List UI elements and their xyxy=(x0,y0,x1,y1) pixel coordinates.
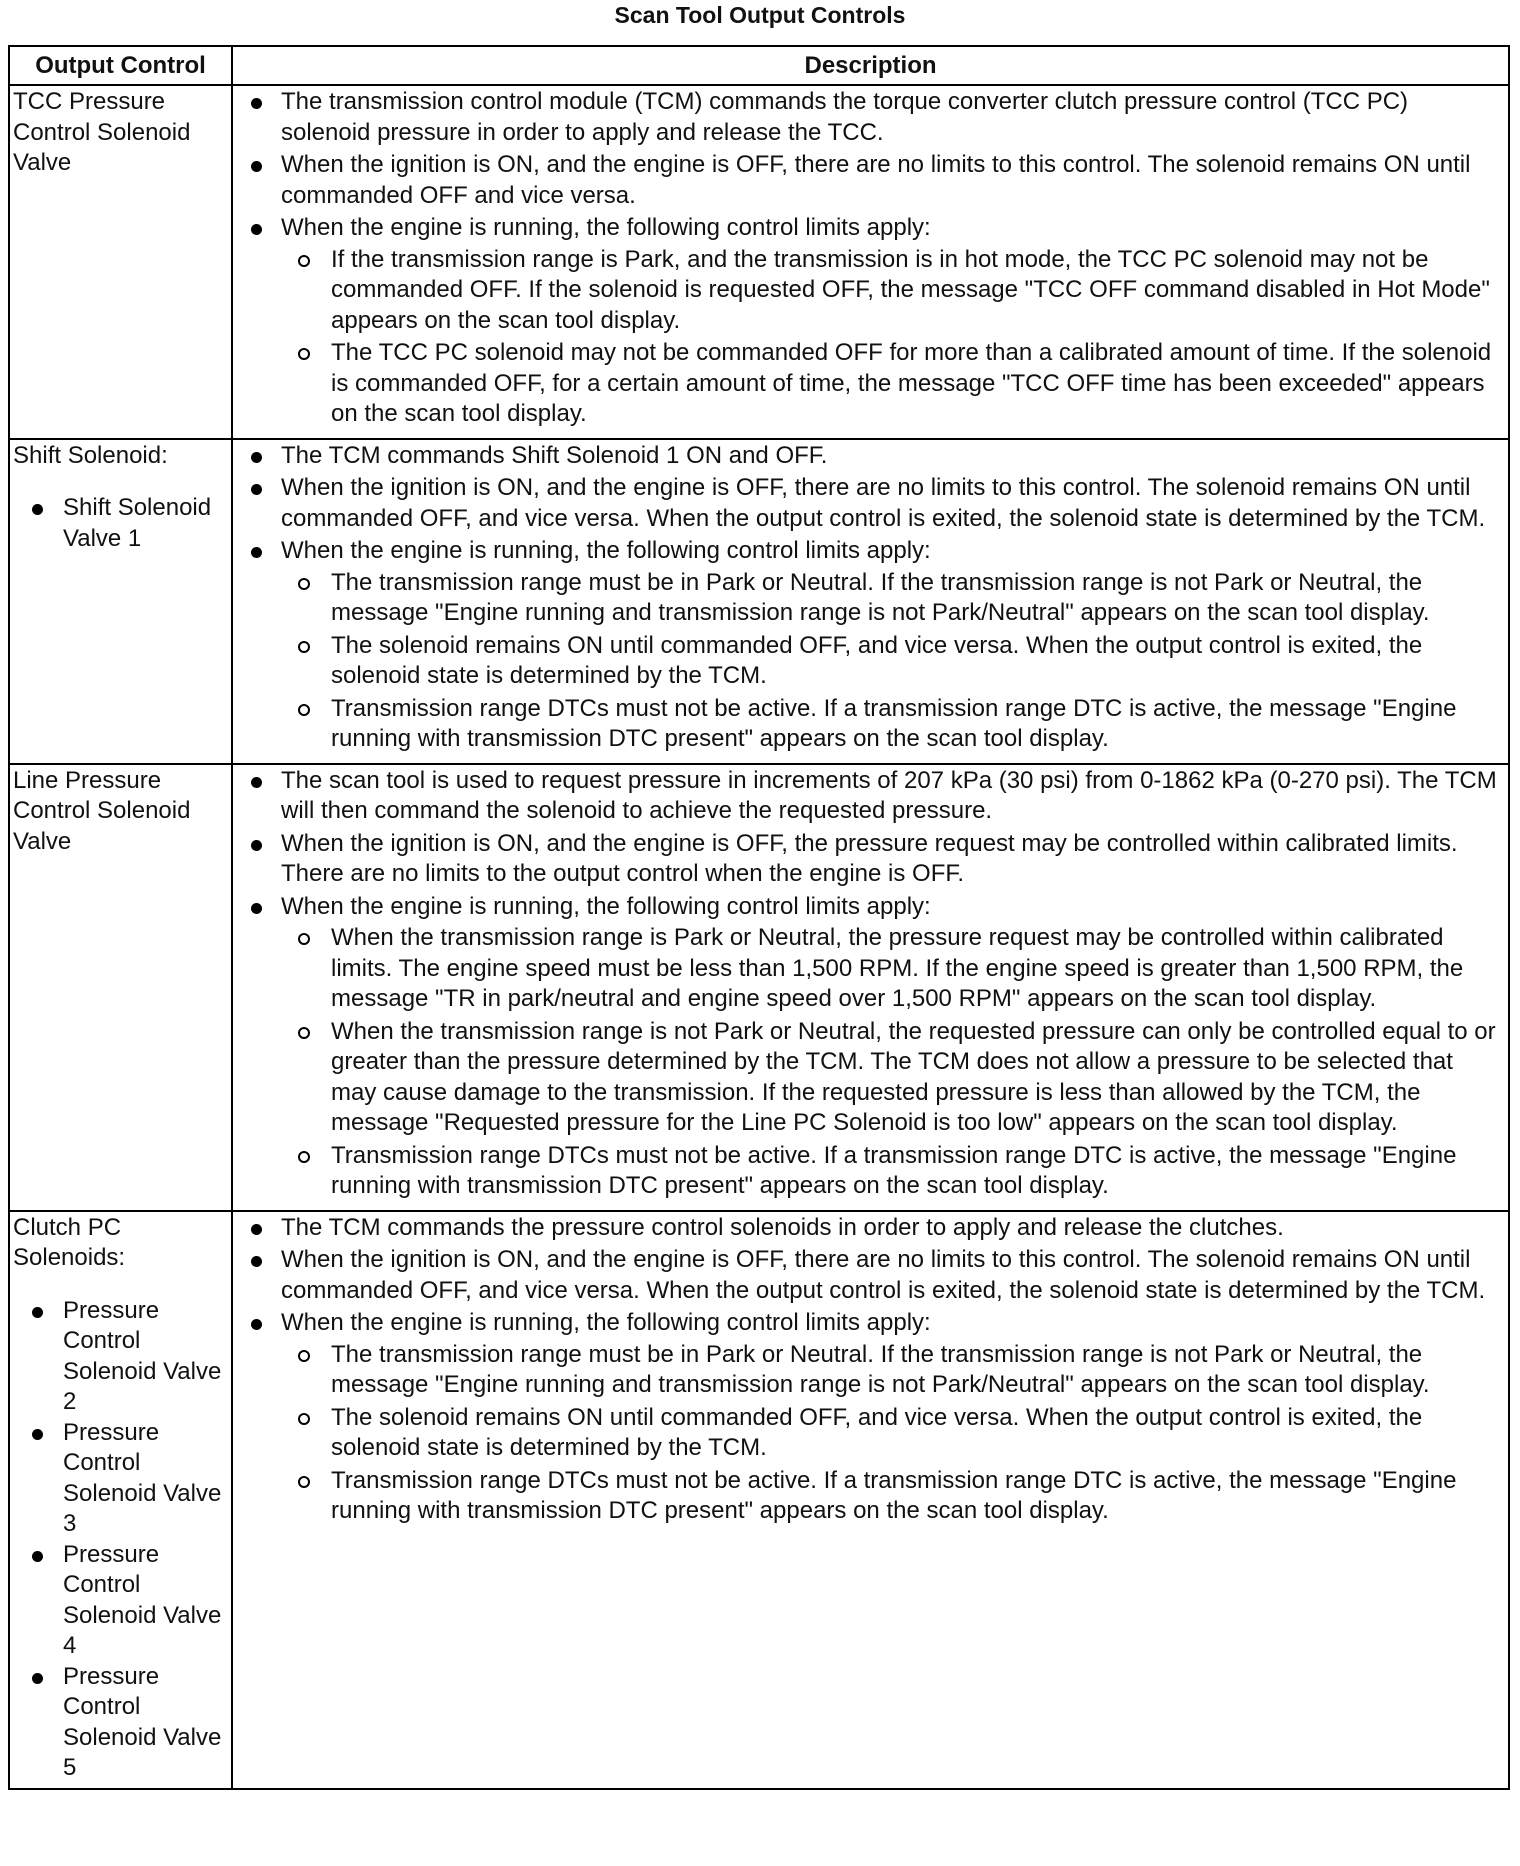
description-sub-bullet: The TCC PC solenoid may not be commanded OFF for more than a calibrated amount of time. If the solenoid is commanded OFF, for a certain amount of time, the message "TCC OFF time has been exceeded" appears on the scan tool display. xyxy=(281,338,1502,430)
output-control-name: TCC Pressure Control Solenoid Valve xyxy=(13,88,191,176)
output-control-sub-item: Shift Solenoid Valve 1 xyxy=(13,493,229,554)
description-sub-list xyxy=(281,568,1502,755)
description-bullet xyxy=(247,150,1502,211)
description-bullet-text: When the ignition is ON, and the engine is OFF, the pressure request may be controlled within calibrated limits. There are no limits to the output control when the engine is OFF. xyxy=(281,829,1458,887)
description-sub-bullet: The transmission range must be in Park or Neutral. If the transmission range is not Park or Neutral, the message "Engine running and transmission range is not Park/Neutral" appears on the scan tool display. xyxy=(281,568,1502,629)
table-row xyxy=(9,1211,1509,1789)
output-control-cell xyxy=(9,764,232,1211)
description-sub-bullet: The transmission range must be in Park or Neutral. If the transmission range is not Park or Neutral, the message "Engine running and transmission range is not Park/Neutral" appears on the scan tool display. xyxy=(281,1340,1502,1401)
description-bullet-text: The transmission control module (TCM) commands the torque converter clutch pressure control (TCC PC) solenoid pressure in order to apply and release the TCC. xyxy=(281,88,1409,146)
output-control-sub-item: Pressure Control Solenoid Valve 2 xyxy=(13,1296,229,1418)
description-bullet xyxy=(247,829,1502,890)
output-control-sub-list xyxy=(13,493,229,554)
description-cell xyxy=(232,764,1509,1211)
output-controls-table xyxy=(8,45,1510,1790)
description-bullet-text: When the ignition is ON, and the engine is OFF, there are no limits to this control. The solenoid remains ON until commanded OFF, and vice versa. When the output control is exited, the solenoid state is determined by the TCM. xyxy=(281,1246,1486,1304)
description-bullet xyxy=(247,1308,1502,1527)
description-bullet-text: The TCM commands Shift Solenoid 1 ON and OFF. xyxy=(281,441,828,469)
output-control-cell xyxy=(9,439,232,764)
table-row xyxy=(9,439,1509,764)
output-control-sub-item: Pressure Control Solenoid Valve 4 xyxy=(13,1540,229,1662)
description-cell xyxy=(232,1211,1509,1789)
description-bullet-list xyxy=(247,766,1502,1202)
description-sub-list xyxy=(281,1340,1502,1527)
output-control-sub-item: Pressure Control Solenoid Valve 3 xyxy=(13,1418,229,1540)
description-bullet xyxy=(247,536,1502,755)
description-sub-list xyxy=(281,245,1502,430)
output-control-sub-item: Pressure Control Solenoid Valve 5 xyxy=(13,1662,229,1784)
description-cell xyxy=(232,85,1509,439)
header-description: Description xyxy=(232,46,1509,85)
description-bullet xyxy=(247,473,1502,534)
description-bullet-text: When the ignition is ON, and the engine is OFF, there are no limits to this control. The solenoid remains ON until commanded OFF, and vice versa. When the output control is exited, the solenoid state is determined by the TCM. xyxy=(281,474,1486,532)
header-output-control: Output Control xyxy=(9,46,232,85)
document-title: Scan Tool Output Controls xyxy=(614,2,906,28)
description-bullet xyxy=(247,213,1502,430)
table-row xyxy=(9,764,1509,1211)
description-bullet xyxy=(247,892,1502,1202)
description-sub-bullet: Transmission range DTCs must not be active. If a transmission range DTC is active, the message "Engine running with transmission DTC present" appears on the scan tool display. xyxy=(281,1141,1502,1202)
description-bullet-list xyxy=(247,87,1502,430)
description-sub-bullet: Transmission range DTCs must not be active. If a transmission range DTC is active, the message "Engine running with transmission DTC present" appears on the scan tool display. xyxy=(281,694,1502,755)
description-bullet-text: When the ignition is ON, and the engine is OFF, there are no limits to this control. The solenoid remains ON until commanded OFF and vice versa. xyxy=(281,151,1471,209)
description-sub-bullet: When the transmission range is not Park or Neutral, the requested pressure can only be controlled equal to or greater than the pressure determined by the TCM. The TCM does not allow a pressure to be selected that may cause damage to the transmission. If the requested pressure is less than allowed by the TCM, the message "Requested pressure for the Line PC Solenoid is too low" appears on the scan tool display. xyxy=(281,1017,1502,1139)
description-bullet-text: When the engine is running, the following control limits apply: xyxy=(281,892,931,920)
description-bullet xyxy=(247,1213,1502,1244)
description-bullet-list xyxy=(247,441,1502,755)
output-control-sub-list xyxy=(13,1296,229,1784)
table-row xyxy=(9,85,1509,439)
description-sub-bullet: The solenoid remains ON until commanded OFF, and vice versa. When the output control is exited, the solenoid state is determined by the TCM. xyxy=(281,631,1502,692)
description-sub-bullet: The solenoid remains ON until commanded OFF, and vice versa. When the output control is exited, the solenoid state is determined by the TCM. xyxy=(281,1403,1502,1464)
description-bullet-list xyxy=(247,1213,1502,1527)
table-header-row xyxy=(9,46,1509,85)
description-sub-bullet: If the transmission range is Park, and the transmission is in hot mode, the TCC PC solenoid may not be commanded OFF. If the solenoid is requested OFF, the message "TCC OFF command disabled in Hot Mode" appears on the scan tool display. xyxy=(281,245,1502,337)
table-body xyxy=(9,85,1509,1789)
description-bullet xyxy=(247,87,1502,148)
output-control-name: Shift Solenoid: xyxy=(13,441,168,469)
description-bullet-text: When the engine is running, the following control limits apply: xyxy=(281,1309,931,1336)
output-control-name: Line Pressure Control Solenoid Valve xyxy=(13,766,191,855)
description-bullet-text: The TCM commands the pressure control solenoids in order to apply and release the clutches. xyxy=(281,1213,1284,1241)
description-cell xyxy=(232,439,1509,764)
description-sub-bullet: Transmission range DTCs must not be active. If a transmission range DTC is active, the message "Engine running with transmission DTC present" appears on the scan tool display. xyxy=(281,1466,1502,1527)
description-bullet-text: When the engine is running, the following control limits apply: xyxy=(281,214,931,241)
description-sub-list xyxy=(281,923,1502,1202)
description-bullet xyxy=(247,441,1502,472)
description-bullet-text: When the engine is running, the following control limits apply: xyxy=(281,537,931,564)
output-control-cell xyxy=(9,85,232,439)
description-bullet xyxy=(247,766,1502,827)
description-bullet-text: The scan tool is used to request pressure in increments of 207 kPa (30 psi) from 0-1862 kPa (0-270 psi). The TCM will then command the solenoid to achieve the requested pressure. xyxy=(281,766,1497,824)
output-control-cell xyxy=(9,1211,232,1789)
description-sub-bullet: When the transmission range is Park or Neutral, the pressure request may be controlled within calibrated limits. The engine speed must be less than 1,500 RPM. If the engine speed is greater than 1,500 RPM, the message "TR in park/neutral and engine speed over 1,500 RPM" appears on the scan tool display. xyxy=(281,923,1502,1015)
output-control-name: Clutch PC Solenoids: xyxy=(13,1213,126,1271)
description-bullet xyxy=(247,1245,1502,1306)
